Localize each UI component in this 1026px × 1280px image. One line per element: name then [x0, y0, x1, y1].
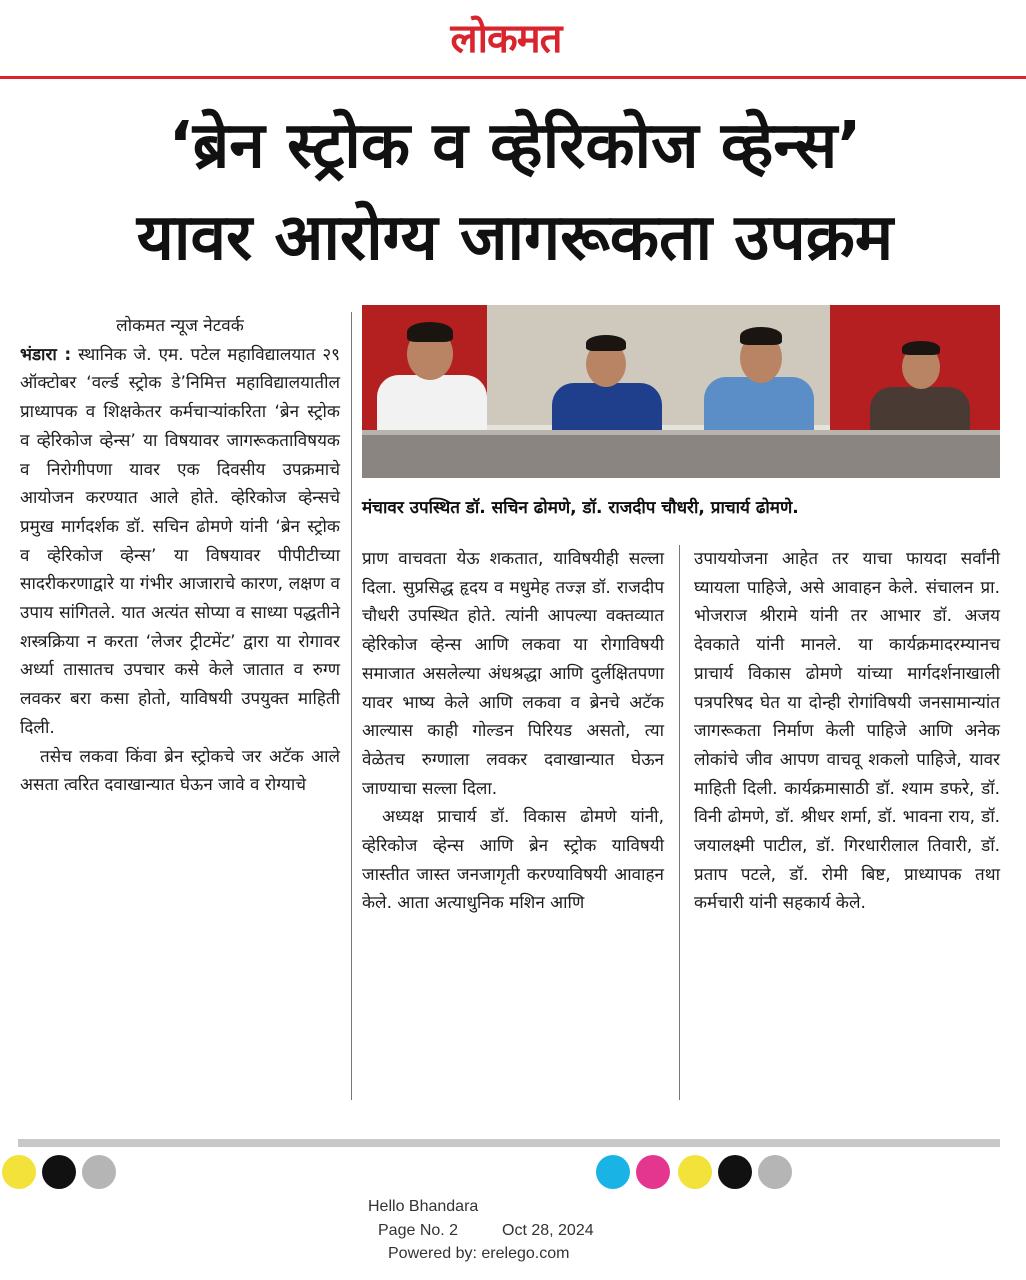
article-paragraph: प्राण वाचवता येऊ शकतात, याविषयीही सल्ला दिला. सुप्रसिद्ध हृदय व मधुमेह तज्ज्ञ डॉ. राजदीप चौधरी उपस्थित होते. त्यांनी आपल्या वक्तव्यात व्हेरिकोज व्हेन्स आणि लकवा या रोगाविषयी समाजात असलेल्या अंधश्रद्धा आणि दुर्लक्षितपणा यावर भाष्य केले आणि लकवा व ब्रेनचे अटॅक आल्यास काही गोल्डन पिरियड असतो, त्या वेळेतच रुग्णाला लवकर दवाखान्यात घेऊन जाण्याचा सल्ला दिला. — [362, 549, 664, 799]
article-paragraph: अध्यक्ष प्राचार्य डॉ. विकास ढोमणे यांनी, व्हेरिकोज व्हेन्स आणि ब्रेन स्ट्रोक याविषयी जास्तीत जास्त जनजागृती करण्याविषयी आवाहन केले. आता अत्याधुनिक मशिन आणि — [362, 807, 664, 914]
newspaper-logo: लोकमत — [450, 16, 562, 62]
article-paragraph — [20, 341, 340, 743]
footer-edition: Hello Bhandara — [368, 1198, 479, 1215]
registration-mark — [758, 1155, 792, 1189]
photo-caption: मंचावर उपस्थित डॉ. सचिन ढोमणे, डॉ. राजदीप चौधरी, प्राचार्य ढोमणे. — [362, 498, 799, 518]
registration-mark — [596, 1155, 630, 1189]
footer-page-number: Page No. 2 — [378, 1222, 459, 1239]
headline-line-2: यावर आरोग्य जागरूकता उपक्रम — [136, 201, 894, 275]
footer-date: Oct 28, 2024 — [502, 1222, 594, 1239]
article-column-3 — [694, 545, 1000, 918]
article-paragraph: तसेच लकवा किंवा ब्रेन स्ट्रोकचे जर अटॅक आले असता त्वरित दवाखान्यात घेऊन जावे व रोग्याचे — [20, 746, 340, 796]
page-bottom-rule — [18, 1139, 1000, 1147]
headline — [20, 100, 1010, 284]
registration-mark — [82, 1155, 116, 1189]
article-paragraph: उपाययोजना आहेत तर याचा फायदा सर्वांनी घ्यायला पाहिजे, असे आवाहन केले. संचालन प्रा. भोजराज श्रीरामे यांनी तर आभार डॉ. अजय देवकाते यांनी मानले. या कार्यक्रमादरम्यानच प्राचार्य विकास ढोमणे यांच्या मार्गदर्शनाखाली पत्रपरिषद घेत या दोन्ही रोगांविषयी जनसामान्यांत जागरूकता निर्माण केली पाहिजे आणि अनेक लोकांचे जीव आपण वाचवू शकलो पाहिजे, यावर माहिती दिली. कार्यक्रमासाठी डॉ. श्याम डफरे, डॉ. विनी ढोमणे, डॉ. श्रीधर शर्मा, डॉ. भावना राय, डॉ. जयालक्ष्मी पाटील, डॉ. गिरधारीलाल तिवारी, डॉ. प्रताप पटले, डॉ. रोमी बिष्ट, प्राध्यापक तथा कर्मचारी यांनी सहकार्य केले. — [694, 549, 1000, 914]
byline: लोकमत न्यूज नेटवर्क — [116, 316, 244, 336]
column-divider — [679, 545, 680, 1100]
registration-mark — [718, 1155, 752, 1189]
registration-mark — [42, 1155, 76, 1189]
masthead-rule — [0, 76, 1026, 79]
event-photo — [362, 305, 1000, 478]
footer-powered-by: Powered by: erelego.com — [388, 1245, 570, 1262]
dateline: भंडारा : — [20, 344, 72, 365]
masthead — [0, 0, 1026, 80]
paragraph-text: स्थानिक जे. एम. पटेल महाविद्यालयात २९ ऑक्टोबर ‘वर्ल्ड स्ट्रोक डे’निमित्त महाविद्यालयातील प्राध्यापक व शिक्षकेतर कर्मचाऱ्यांकरिता ‘ब्रेन स्ट्रोक व व्हेरिकोज व्हेन्स’ या विषयावर जागरूकताविषयक व निरोगीपणा यावर एक दिवसीय उपक्रमाचे आयोजन करण्यात आले होते. व्हेरिकोज व्हेन्सचे प्रमुख मार्गदर्शक डॉ. सचिन ढोमणे यांनी ‘ब्रेन स्ट्रोक व व्हेरिकोज व्हेन्स’ या विषयावर पीपीटीच्या सादरीकरणाद्वारे या गंभीर आजाराचे कारण, लक्षण व उपाय सांगितले. यात अत्यंत सोप्या व साध्या पद्धतीने शस्त्रक्रिया न करता ‘लेजर ट्रीटमेंट’ द्वारा या रोगावर अर्ध्या तासातच उपचार कसे केले जातात व रुग्ण लवकर बरा कसा होतो, याविषयी उपयुक्त माहिती दिली. — [20, 344, 340, 738]
registration-mark — [636, 1155, 670, 1189]
registration-mark — [678, 1155, 712, 1189]
registration-mark — [2, 1155, 36, 1189]
article-column-1 — [20, 312, 340, 800]
article-column-2 — [362, 545, 664, 918]
headline-line-1: ‘ब्रेन स्ट्रोक व व्हेरिकोज व्हेन्स’ — [168, 109, 862, 183]
column-divider — [351, 312, 352, 1100]
